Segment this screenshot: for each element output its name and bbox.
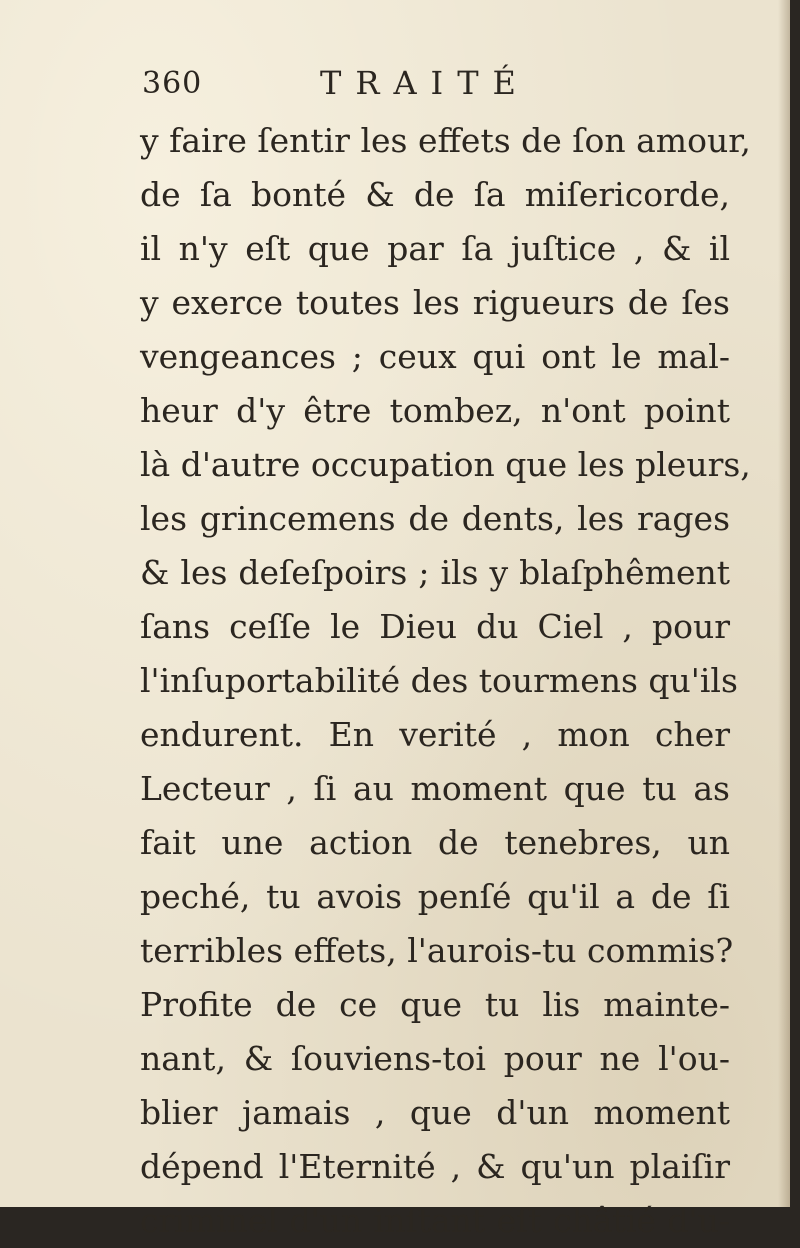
text-line: peché, tu avois penſé qu'il a de ſi — [140, 877, 730, 916]
text-line: y exerce toutes les rigueurs de ſes — [140, 283, 730, 322]
body-text — [140, 114, 751, 1248]
text-line: criminel d'un inſtant eſt châtié d'u- — [140, 1201, 730, 1240]
text-line: & les deſeſpoirs ; ils y blaſphêment — [140, 553, 730, 592]
text-line: l'inſuportabilité des tourmens qu'ils — [140, 661, 738, 700]
text-line: heur d'y être tombez, n'ont point — [140, 391, 730, 430]
text-line: les grincemens de dents, les rages — [140, 499, 730, 538]
text-line: là d'autre occupation que les pleurs, — [140, 445, 751, 484]
text-line: vengeances ; ceux qui ont le mal- — [140, 337, 730, 376]
running-title: TRAITÉ — [320, 64, 530, 102]
text-line: blier jamais , que d'un moment — [140, 1093, 730, 1132]
text-line: de ſa bonté & de ſa miſericorde, — [140, 175, 730, 214]
text-line: Profite de ce que tu lis mainte- — [140, 985, 730, 1024]
running-head — [142, 64, 742, 112]
text-line: dépend l'Eternité , & qu'un plaiſir — [140, 1147, 730, 1186]
text-line: terribles effets, l'aurois-tu commis? — [140, 931, 734, 970]
text-line: endurent. En verité , mon cher — [140, 715, 730, 754]
page-number: 360 — [142, 66, 203, 101]
text-line: ſans ceſſe le Dieu du Ciel , pour — [140, 607, 730, 646]
text-line: y faire ſentir les effets de ſon amour, — [140, 121, 751, 160]
text-line: nant, & ſouviens-toi pour ne l'ou- — [140, 1039, 730, 1078]
text-line: il n'y eſt que par ſa juſtice , & il — [140, 229, 730, 268]
page-edge-shadow — [778, 0, 790, 1207]
text-line: Lecteur , ſi au moment que tu as — [140, 769, 730, 808]
text-line: fait une action de tenebres, un — [140, 823, 730, 862]
